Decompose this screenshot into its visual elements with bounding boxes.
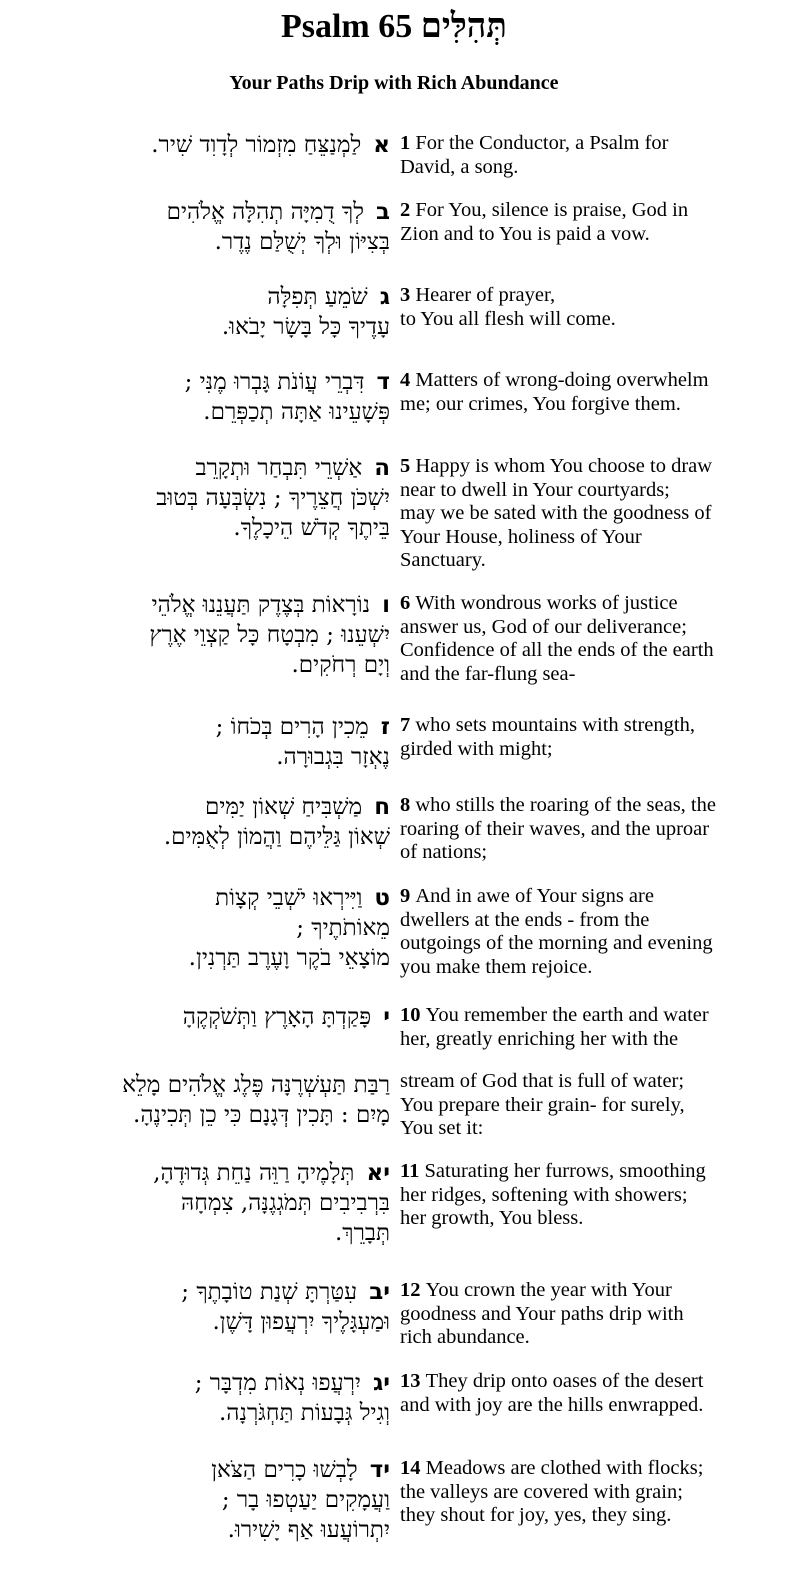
hebrew-verse-text xyxy=(14,1455,390,1545)
hebrew-verse-number: יג xyxy=(372,1370,390,1396)
english-verse-number: 7 xyxy=(400,714,416,736)
hebrew-verse-text xyxy=(14,130,390,160)
english-verse-text xyxy=(400,1004,770,1051)
hebrew-verse-text xyxy=(14,1277,390,1337)
english-verse-number: 9 xyxy=(400,885,416,907)
english-verse-number: 14 xyxy=(400,1457,426,1479)
title-hebrew: תְּהִלִּים xyxy=(420,6,508,46)
hebrew-verse-number: ו xyxy=(382,592,390,618)
english-verse-text xyxy=(400,794,770,865)
hebrew-verse-number: ג xyxy=(379,284,390,310)
hebrew-verse-text xyxy=(14,367,390,427)
hebrew-verse-body: שֹׁמֵעַ תְּפִלָּה עָדֶיךָ כָּל בָּשָׂר יָבֹאוּ. xyxy=(221,284,390,340)
english-verse-text xyxy=(400,1457,770,1528)
hebrew-verse-body: לַמְנַצֵּחַ מִזְמוֹר לְדָוִד שִׁיר. xyxy=(151,132,362,158)
hebrew-verse-text xyxy=(14,712,390,772)
hebrew-verse-text xyxy=(14,792,390,852)
english-verse-number: 1 xyxy=(400,132,416,154)
hebrew-verse-number: ט xyxy=(374,885,390,911)
hebrew-verse-number: ח xyxy=(374,794,390,820)
hebrew-verse-text xyxy=(14,453,390,543)
hebrew-verse-text xyxy=(14,883,390,973)
hebrew-verse-number: יד xyxy=(369,1457,390,1483)
hebrew-verse-body: לָבְשׁוּ כָרִים הַצֹּאן וַעֲמָקִים יַעַטְפוּ בָר ; יִתְרוֹעֲעוּ אַף יָשִׁירוּ. xyxy=(211,1457,390,1543)
hebrew-verse-number: י xyxy=(383,1004,390,1030)
english-verse-body: You remember the earth and water her, greatly enriching her with the xyxy=(400,1004,709,1050)
hebrew-verse-body: מֵכִין הָרִים בְּכֹחוֹ ; נֶאְזָר בִּגְבוּרָה. xyxy=(215,714,390,770)
hebrew-verse-number: ז xyxy=(380,714,390,740)
english-verse-text xyxy=(400,1370,770,1417)
title-english: Psalm 65 xyxy=(280,8,413,45)
english-verse-body: For the Conductor, a Psalm for David, a song. xyxy=(400,132,669,178)
english-verse-text xyxy=(400,592,770,686)
hebrew-verse-body: רַבַּת תַּעְשְׁרֶנָּה פֶּלֶג אֱלֹהִים מָלֵא מָיִם : תָּכִין דְּגָנָם כִּי כֵן תְּכִינֶהָ. xyxy=(122,1072,390,1128)
english-verse-text xyxy=(400,1070,770,1141)
hebrew-verse-text xyxy=(14,1070,390,1130)
english-verse-body: For You, silence is praise, God in Zion and to You is paid a vow. xyxy=(400,199,689,245)
hebrew-verse-body: עִטַּרְתָּ שְׁנַת טוֹבָתֶךָ ; וּמַעְגָּלֶיךָ יִרְעֲפוּן דָּשֶׁן. xyxy=(181,1279,390,1335)
hebrew-verse-body: מַשְׁבִּיחַ שְׁאוֹן יַמִּים שְׁאוֹן גַּלֵּיהֶם וַהֲמוֹן לְאֻמִּים. xyxy=(163,794,390,850)
english-verse-number: 4 xyxy=(400,369,416,391)
hebrew-verse-body: אַשְׁרֵי תִּבְחַר וּתְקָרֵב יִשְׁכֹּן חֲצֵרֶיךָ ; נִשְׂבְּעָה בְּטוּב בֵּיתֶךָ קְדֹשׁ הֵיכָלֶךָ. xyxy=(156,455,390,541)
hebrew-verse-number: ד xyxy=(376,369,390,395)
hebrew-verse-text xyxy=(14,1158,390,1248)
english-verse-number: 8 xyxy=(400,794,416,816)
page-title xyxy=(0,6,788,47)
hebrew-verse-text xyxy=(14,282,390,342)
english-verse-text xyxy=(400,369,770,416)
english-verse-body: Happy is whom You choose to draw near to dwell in Your courtyards; may we be sated with the goodness of Your House, holiness of Your Sanctuary. xyxy=(400,455,713,571)
english-verse-text xyxy=(400,714,770,761)
english-verse-body: You crown the year with Your goodness and Your paths drip with rich abundance. xyxy=(400,1279,684,1348)
hebrew-verse-body: יִרְעֲפוּ נְאוֹת מִדְבָּר ; וְגִיל גְּבָעוֹת תַּחְגֹּרְנָה. xyxy=(194,1370,390,1426)
hebrew-verse-number: ב xyxy=(375,199,390,225)
english-verse-text xyxy=(400,1279,770,1350)
page-subtitle: Your Paths Drip with Rich Abundance xyxy=(229,72,559,94)
english-verse-number: 11 xyxy=(400,1160,425,1182)
english-verse-number: 5 xyxy=(400,455,416,477)
english-verse-number: 2 xyxy=(400,199,416,221)
english-verse-text xyxy=(400,284,770,331)
english-verse-number: 3 xyxy=(400,284,416,306)
english-verse-body: Hearer of prayer, to You all flesh will come. xyxy=(400,284,616,330)
english-verse-body: who sets mountains with strength, girded with might; xyxy=(400,714,695,760)
hebrew-verse-text xyxy=(14,590,390,680)
hebrew-verse-number: יא xyxy=(366,1160,390,1186)
hebrew-verse-number: ה xyxy=(374,455,390,481)
english-verse-body: who stills the roaring of the seas, the roaring of their waves, and the uproar of nations; xyxy=(400,794,716,863)
hebrew-verse-text xyxy=(14,1368,390,1428)
english-verse-body: Matters of wrong-doing overwhelm me; our crimes, You forgive them. xyxy=(400,369,709,415)
hebrew-verse-body: פָּקַדְתָּ הָאָרֶץ וַתְּשֹׁקְקֶהָ xyxy=(182,1004,372,1030)
english-verse-body: Meadows are clothed with flocks; the valleys are covered with grain; they shout for joy, yes, they sing. xyxy=(400,1457,704,1526)
english-verse-body: stream of God that is full of water; You prepare their grain- for surely, You set it: xyxy=(400,1070,685,1139)
english-verse-number: 10 xyxy=(400,1004,426,1026)
english-verse-text xyxy=(400,885,770,979)
hebrew-verse-body: נוֹרָאוֹת בְּצֶדֶק תַּעֲנֵנוּ אֱלֹהֵי יִשְׁעֵנוּ ; מִבְטָח כָּל קַצְוֵי אֶרֶץ וְיָם רְחֹקִים. xyxy=(149,592,390,678)
hebrew-verse-body: דִּבְרֵי עֲוֹנֹת גָּבְרוּ מֶנִּי ; פְּשָׁעֵינוּ אַתָּה תְכַפְּרֵם. xyxy=(184,369,390,425)
english-verse-text xyxy=(400,132,770,179)
english-verse-body: And in awe of Your signs are dwellers at the ends - from the outgoings of the morning and evening you make them rejoice. xyxy=(400,885,713,978)
english-verse-body: They drip onto oases of the desert and with joy are the hills enwrapped. xyxy=(400,1370,704,1416)
english-verse-number: 13 xyxy=(400,1370,426,1392)
hebrew-verse-text xyxy=(14,197,390,257)
english-verse-number: 12 xyxy=(400,1279,426,1301)
english-verse-text xyxy=(400,199,770,246)
english-verse-body: With wondrous works of justice answer us, God of our deliverance; Confidence of all the ends of the earth and the far-flung sea- xyxy=(400,592,714,685)
hebrew-verse-body: וַיִּירְאוּ יֹשְׁבֵי קְצָוֹת מֵאוֹתֹתֶיךָ ; מוֹצָאֵי בֹקֶר וָעֶרֶב תַּרְנִין. xyxy=(188,885,390,971)
english-verse-text xyxy=(400,455,770,573)
hebrew-verse-body: לְךָ דֻמִיָּה תְהִלָּה אֱלֹהִים בְּצִיּוֹן וּלְךָ יְשֻׁלַּם נֶדֶר. xyxy=(166,199,390,255)
hebrew-verse-number: יב xyxy=(369,1279,390,1305)
hebrew-verse-number: א xyxy=(373,132,390,158)
hebrew-verse-body: תְּלָמֶיהָ רַוֵּה נַחֵת גְּדוּדֶהָ, בִּרְבִיבִים תְּמֹגְגֶנָּה, צִמְחָהּ תְּבָרֵךְ. xyxy=(153,1160,390,1246)
hebrew-verse-text xyxy=(14,1002,390,1032)
english-verse-text xyxy=(400,1160,770,1231)
english-verse-number: 6 xyxy=(400,592,416,614)
english-verse-body: Saturating her furrows, smoothing her ridges, softening with showers; her growth, You bless. xyxy=(400,1160,706,1229)
